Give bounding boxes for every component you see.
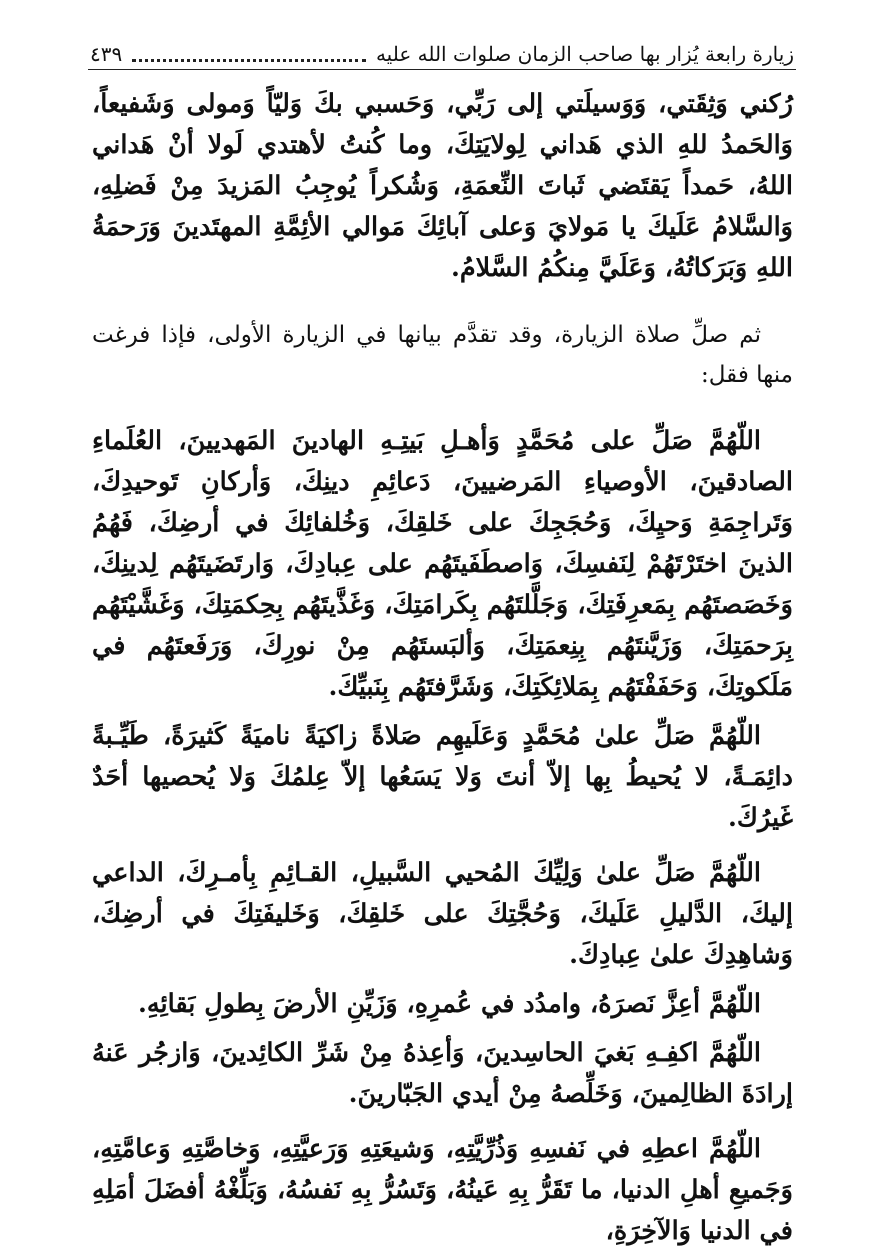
page-body [92,84,793,1252]
header-rule [88,69,796,70]
supplication-paragraph: اللّهُمَّ صَلِّ على مُحَمَّدٍ وَأهـلِ بَيتِـهِ الهادينَ المَهديينَ، العُلَماءِ الصادقينَ، الأوصياءِ المَرضيينَ، دَعائِمِ دينِكَ، وَأركانِ تَوحيدِكَ، وَتَراجِمَةِ وَحيِكَ، وَحُجَجِكَ على خَلقِكَ، وَخُلفائِكَ في أرضِكَ، فَهُمُ الذينَ اختَرْتَهُمْ لِنَفسِكَ، وَاصطَفَيتَهُم على عِبادِكَ، وَارتَضَيتَهُم لِدينِكَ، وَخَصَصتَهُم بِمَعرِفَتِكَ، وَجَلَّلتَهُم بِكَرامَتِكَ، وَغَذَّيتَهُم بِحِكمَتِكَ، وَغَشَّيْتَهُم بِرَحمَتِكَ، وَزَيَّنتَهُم بِنِعمَتِكَ، وَألبَستَهُم مِنْ نورِكَ، وَرَفَعتَهُم في مَلَكوتِكَ، وَحَفَفْتَهُم بِمَلائِكَتِكَ، وَشَرَّفتَهُم بِنَبيِّكَ. [92,426,793,702]
supplication-paragraph: اللّهُمَّ اعطِهِ في نَفسِهِ وَذُرِّيَّتِهِ، وَشيعَتِهِ وَرَعيَّتِهِ، وَخاصَّتِهِ وَعامَّتِهِ، وَجَميعِ أهلِ الدنيا، ما تَقَرُّ بِهِ عَينُهُ، وَتَسُرُّ بِهِ نَفسُهُ، وَبَلِّغْهُ أفضَلَ أمَلِهِ في الدنيا وَالآخِرَةِ، [92,1134,793,1246]
supplication-paragraph: اللّهُمَّ أعِزَّ نَصرَهُ، وامدُد في عُمرِهِ، وَزَيِّنِ الأرضَ بِطولِ بَقائِهِ. [137,989,761,1019]
page-number: ٤٣٩ [90,42,123,66]
running-header [90,32,794,66]
supplication-paragraph: اللّهُمَّ صَلِّ علىٰ مُحَمَّدٍ وَعَلَيهِم صَلاةً زاكيَةً ناميَةً كَثيرَةً، طَيِّـبةً دائِمَـةً، لا يُحيطُ بِها إلاّ أنتَ وَلا يَسَعُها إلاّ عِلمُكَ وَلا يُحصيها أحَدٌ غَيرُكَ. [92,721,793,833]
running-header-title: زيارة رابعة يُزار بها صاحب الزمان صلوات الله عليه [375,42,794,66]
instruction-paragraph: ثم صلِّ صلاة الزيارة، وقد تقدَّم بيانها في الزيارة الأولى، فإذا فرغت منها فقل: [92,322,793,388]
ziyarah-closing-paragraph: رُكني وَثِقَتي، وَوَسيلَتي إلى رَبِّي، وَحَسبي بكَ وَليّاً وَمولى وَشَفيعاً، وَالحَمدُ للهِ الذي هَداني لِولايَتِكَ، وما كُنتُ لأهتدي لَولا أنْ هَداني اللهُ، حَمداً يَقتَضي ثَباتَ النِّعمَةِ، وَشُكراً يُوجِبُ المَزيدَ مِنْ فَضلِهِ، وَالسَّلامُ عَلَيكَ يا مَولايَ وَعلى آبائِكَ مَوالي الأئِمَّةِ المهتَدينَ وَرَحمَةُ اللهِ وَبَرَكاتُهُ، وَعَلَيَّ مِنكُمُ السَّلامُ. [92,89,793,283]
header-dot-leader [132,59,366,62]
supplication-paragraph: اللّهُمَّ صَلِّ علىٰ وَلِيِّكَ المُحيي السَّبيلِ، القـائِمِ بِأمـرِكَ، الداعي إليكَ، الدَّليلِ عَلَيكَ، وَحُجَّتِكَ على خَلقِكَ، وَخَليفَتِكَ في أرضِكَ، وَشاهِدِكَ علىٰ عِبادِكَ. [92,858,793,970]
supplication-paragraph: اللّهُمَّ اكفِـهِ بَغيَ الحاسِدينَ، وَأعِذهُ مِنْ شَرِّ الكائِدينَ، وَازجُر عَنهُ إرادَةَ الظالِمينَ، وَخَلِّصهُ مِنْ أيدي الجَبّارينَ. [92,1038,793,1109]
